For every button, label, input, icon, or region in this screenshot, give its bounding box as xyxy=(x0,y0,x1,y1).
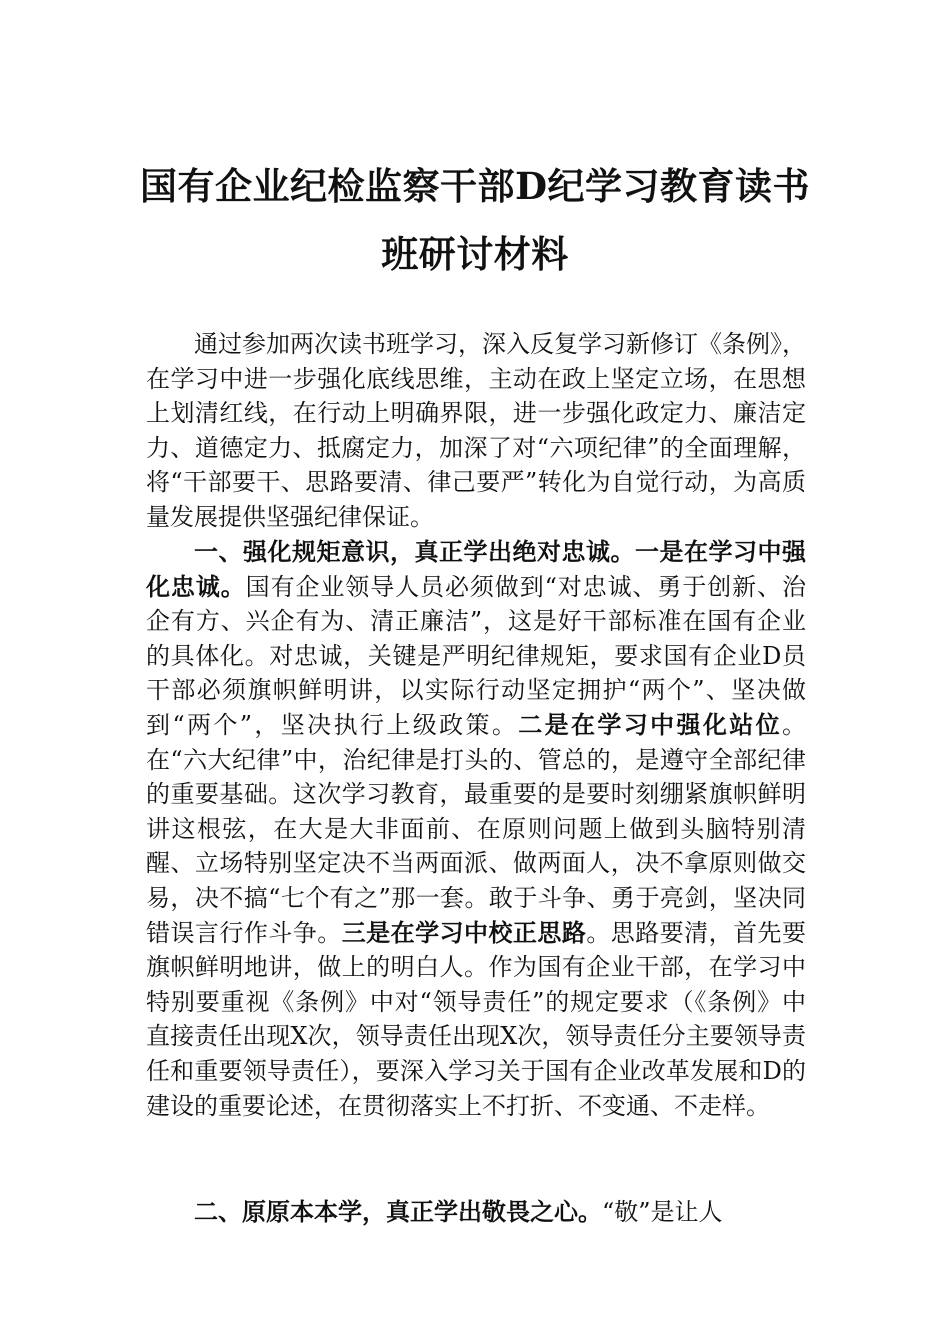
point-two-title: 二是在学习中强化站位 xyxy=(518,709,782,739)
point-three-title: 三是在学习中校正思路 xyxy=(341,917,587,947)
point-three-text: 。思路要清，首先要旗帜鲜明地讲，做上的明白人。作为国有企业干部，在学习中特别要重视《条例》中对“领导责任”的规定要求（《条例》中直接责任出现X次，领导责任出现X次，领导责任分主要领导责任和重要领导责任），要深入学习关于国有企业改革发展和D的建设的重要论述，在贯彻落实上不打折、不变通、不走样。 xyxy=(146,918,807,1120)
point-one-title: 一是在学习中强化忠诚。 xyxy=(146,537,806,601)
section-two-paragraph xyxy=(146,1195,806,1230)
section-two-text: “敬”是让人 xyxy=(602,1198,723,1226)
section-one-paragraph xyxy=(146,535,806,1123)
point-one-text: 国有企业领导人员必须做到“对忠诚、勇于创新、治企有方、兴企有为、清正廉洁”，这是好干部标准在国有企业的具体化。对忠诚，关键是严明纪律规矩，要求国有企业D员干部必须旗帜鲜明讲，以实际行动坚定拥护“两个”、坚决做到“两个”，坚决执行上级政策。 xyxy=(146,572,806,739)
point-two-text: 。在“六大纪律”中，治纪律是打头的、管总的，是遵守全部纪律的重要基础。这次学习教育，最重要的是要时刻绷紧旗帜鲜明讲这根弦，在大是大非面前、在原则问题上做到头脑特别清醒、立场特别坚定决不当两面派、做两面人，决不拿原则做交易，决不搞“七个有之”那一套。敢于斗争、勇于亮剑，坚决同错误言行作斗争。 xyxy=(146,710,806,947)
intro-paragraph: 通过参加两次读书班学习，深入反复学习新修订《条例》，在学习中进一步强化底线思维，主动在政上坚定立场，在思想上划清红线，在行动上明确界限，进一步强化政定力、廉洁定力、道德定力、抵腐定力，加深了对“六项纪律”的全面理解，将“干部要干、思路要清、律己要严”转化为自觉行动，为高质量发展提供坚强纪律保证。 xyxy=(146,330,806,531)
document-title-line-2: 班研讨材料 xyxy=(381,232,569,276)
section-one-heading: 一、强化规矩意识，真正学出绝对忠诚。 xyxy=(194,537,635,566)
document-title-line-1: 国有企业纪检监察干部D纪学习教育读书 xyxy=(139,164,811,208)
section-two-heading: 二、原原本本学，真正学出敬畏之心。 xyxy=(194,1197,602,1226)
